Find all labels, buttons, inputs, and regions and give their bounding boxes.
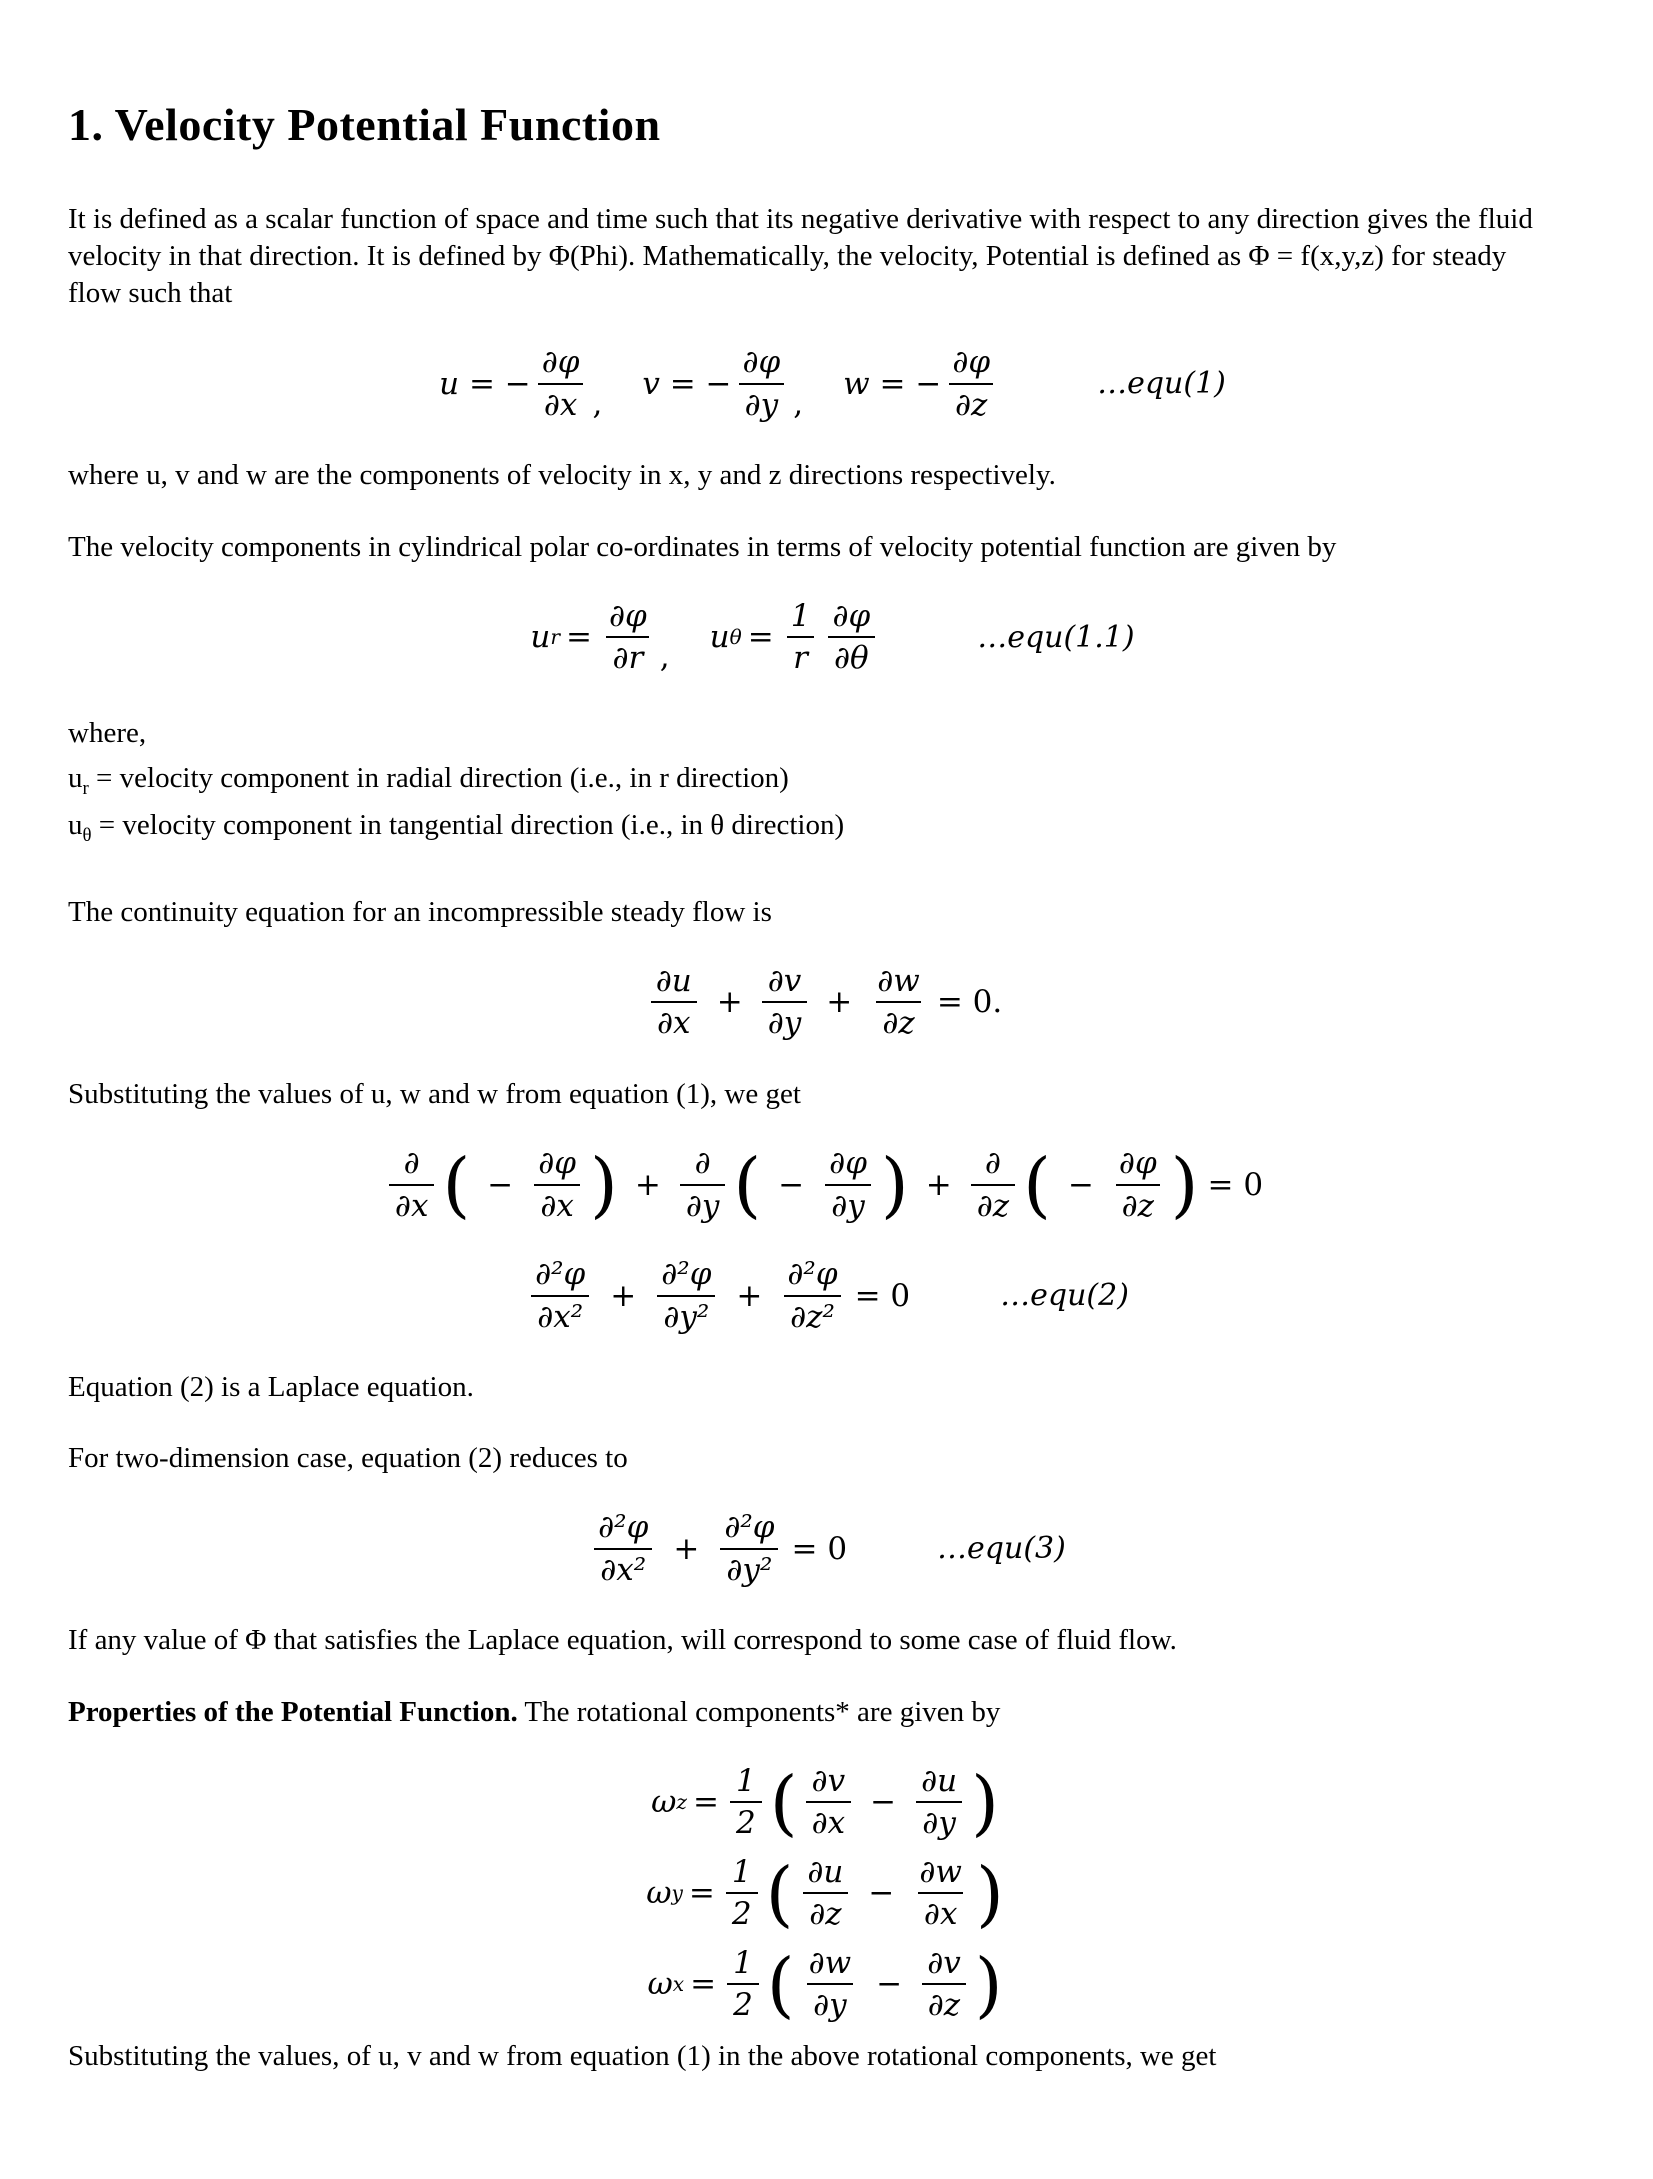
- math-fraction: [781, 1258, 843, 1333]
- definitions-block: [68, 711, 1585, 850]
- left-paren: (: [765, 1851, 794, 1935]
- fraction-numerator: ∂²φ: [661, 1256, 712, 1293]
- equation-2: [68, 1258, 1585, 1333]
- math-fraction: [1113, 1144, 1163, 1224]
- fraction-denominator: ∂y²: [720, 1548, 778, 1587]
- fraction-numerator: ∂u: [655, 962, 692, 999]
- fraction-denominator: ∂θ: [828, 636, 875, 675]
- minus-sign: −: [876, 1966, 903, 2003]
- equals-sign: =: [693, 1784, 719, 1821]
- plus-sign: +: [925, 1166, 952, 1203]
- minus-sign: −: [778, 1166, 805, 1203]
- fraction-numerator: 1: [733, 1944, 753, 1981]
- math-fraction: [650, 962, 698, 1042]
- fraction-denominator: ∂x²: [531, 1295, 589, 1334]
- right-paren: ): [974, 1942, 1003, 2026]
- fraction-denominator: ∂y: [825, 1184, 871, 1223]
- equation-label: …equ(3): [937, 1531, 1066, 1567]
- equals-zero: = 0: [791, 1530, 848, 1567]
- math-fraction: [785, 597, 817, 677]
- plus-sign: +: [634, 1166, 661, 1203]
- left-paren: (: [766, 1942, 795, 2026]
- math-fraction: [762, 962, 808, 1042]
- fraction-denominator: ∂z: [1116, 1184, 1160, 1223]
- math-subscript: z: [676, 1790, 687, 1815]
- left-paren: (: [769, 1760, 798, 1844]
- fraction-denominator: r: [787, 636, 814, 675]
- fraction-numerator: ∂w: [877, 962, 920, 999]
- fraction-numerator: ∂²φ: [598, 1509, 649, 1546]
- equals-sign: =: [566, 619, 592, 656]
- math-fraction: [389, 1144, 435, 1224]
- fraction-numerator: 1: [731, 1853, 752, 1890]
- symbol-utheta-subscript: θ: [82, 824, 92, 846]
- math-fraction: [536, 346, 586, 421]
- plus-sign: +: [673, 1530, 700, 1567]
- fraction-denominator: ∂y: [762, 1001, 808, 1040]
- math-fraction: [737, 346, 787, 421]
- definition-ur: [68, 756, 1585, 803]
- equation-label: …equ(1.1): [977, 619, 1135, 655]
- right-paren: ): [1170, 1143, 1199, 1227]
- fraction-denominator: ∂y: [680, 1184, 726, 1223]
- math-fraction: [730, 1762, 762, 1842]
- math-fraction: [946, 346, 996, 421]
- fraction-numerator: ∂w: [919, 1853, 962, 1890]
- equation-label: …equ(2): [1000, 1278, 1129, 1314]
- fraction-numerator: 1: [790, 597, 811, 634]
- right-paren: ): [590, 1143, 618, 1227]
- minus-sign: −: [1067, 1166, 1094, 1203]
- math-fraction: [718, 1511, 780, 1586]
- equation-omega-y: [68, 1851, 1585, 1935]
- math-symbol: u: [709, 619, 730, 656]
- math-fraction: [806, 1762, 852, 1842]
- math-term: [642, 346, 819, 421]
- math-comma: ,: [793, 385, 804, 422]
- paragraph-two-dim: For two-dimension case, equation (2) reduces to: [68, 1442, 628, 1475]
- plus-sign: +: [826, 984, 853, 1021]
- fraction-denominator: ∂x: [538, 383, 584, 422]
- math-term: [843, 346, 1001, 421]
- equals-sign: =: [688, 1875, 715, 1912]
- fraction-denominator: 2: [730, 1801, 762, 1840]
- fraction-numerator: ∂w: [808, 1944, 852, 1981]
- fraction-numerator: ∂φ: [1118, 1144, 1157, 1181]
- equals-zero: = 0: [1207, 1166, 1264, 1203]
- math-symbol: u: [530, 619, 551, 656]
- symbol-ur-subscript: r: [82, 777, 89, 799]
- fraction-numerator: ∂φ: [832, 597, 871, 634]
- paragraph-continuity-intro: The continuity equation for an incompressible steady flow is: [68, 895, 772, 928]
- math-term: [439, 346, 618, 421]
- equation-1: [68, 346, 1585, 421]
- fraction-denominator: ∂y²: [657, 1295, 715, 1334]
- fraction-numerator: ∂φ: [829, 1144, 867, 1181]
- fraction-denominator: 2: [727, 1983, 759, 2022]
- fraction-numerator: ∂φ: [541, 344, 580, 381]
- right-paren: ): [975, 1851, 1004, 1935]
- equation-expanded: [68, 1143, 1585, 1227]
- fraction-denominator: ∂z: [922, 1983, 966, 2022]
- paragraph-phi-note: If any value of Φ that satisfies the Laplace equation, will correspond to some case of fluid flow.: [68, 1624, 1177, 1657]
- right-paren: ): [880, 1143, 909, 1227]
- math-symbol: u = −: [439, 365, 531, 402]
- math-fraction: [532, 1144, 582, 1224]
- left-paren: (: [1023, 1143, 1051, 1227]
- fraction-denominator: ∂y: [739, 383, 785, 422]
- plus-sign: +: [736, 1277, 763, 1314]
- math-comma: ,: [592, 385, 603, 422]
- equals-sign: =: [747, 619, 774, 656]
- equals-zero: = 0.: [936, 984, 1003, 1021]
- fraction-denominator: ∂z: [803, 1892, 847, 1931]
- fraction-numerator: ∂²φ: [787, 1256, 838, 1293]
- math-fraction: [826, 597, 876, 677]
- math-symbol: ω: [646, 1875, 672, 1912]
- symbol-utheta: u: [68, 808, 83, 841]
- equation-omega-x: [68, 1942, 1585, 2026]
- fraction-numerator: ∂φ: [609, 597, 647, 634]
- paragraph-where-uvw: where u, v and w are the components of velocity in x, y and z directions respectively.: [68, 459, 1056, 492]
- math-term: [709, 597, 882, 677]
- minus-sign: −: [868, 1875, 895, 1912]
- math-fraction: [823, 1144, 873, 1224]
- paragraph-cylindrical: The velocity components in cylindrical polar co-ordinates in terms of velocity potential function are given by: [68, 530, 1337, 563]
- equation-1-1: [68, 597, 1585, 677]
- math-subscript: r: [550, 625, 561, 650]
- symbol-ur: u: [68, 761, 83, 794]
- fraction-numerator: ∂v: [811, 1762, 846, 1799]
- definition-ur-text: = velocity component in radial direction (i.e., in r direction): [88, 761, 789, 794]
- fraction-numerator: ∂²φ: [724, 1509, 775, 1546]
- equals-sign: =: [690, 1966, 717, 2003]
- fraction-denominator: ∂x: [806, 1801, 852, 1840]
- fraction-denominator: ∂x: [534, 1184, 580, 1223]
- math-fraction: [592, 1511, 654, 1586]
- math-fraction: [603, 597, 653, 677]
- fraction-numerator: ∂²φ: [535, 1256, 586, 1293]
- equals-zero: = 0: [854, 1277, 911, 1314]
- math-fraction: [803, 1944, 858, 2024]
- fraction-denominator: ∂z: [949, 383, 993, 422]
- fraction-denominator: ∂z: [971, 1184, 1015, 1223]
- page-title: 1. Velocity Potential Function: [68, 99, 661, 150]
- math-fraction: [921, 1944, 967, 2024]
- plus-sign: +: [716, 984, 743, 1021]
- fraction-denominator: ∂x: [651, 1001, 697, 1040]
- math-fraction: [871, 962, 926, 1042]
- paragraph-properties: [68, 1694, 1538, 1731]
- left-paren: (: [442, 1143, 471, 1227]
- fraction-denominator: ∂r: [606, 636, 649, 675]
- fraction-denominator: ∂z: [876, 1001, 920, 1040]
- fraction-denominator: ∂x: [918, 1892, 964, 1931]
- math-fraction: [655, 1258, 717, 1333]
- definition-utheta: [68, 803, 1585, 850]
- math-symbol: v = −: [642, 365, 732, 402]
- math-fraction: [727, 1944, 759, 2024]
- paragraph-laplace-note: Equation (2) is a Laplace equation.: [68, 1371, 474, 1404]
- plus-sign: +: [610, 1277, 637, 1314]
- math-term: [530, 597, 685, 677]
- math-fraction: [726, 1853, 758, 1933]
- properties-heading: Properties of the Potential Function.: [68, 1695, 518, 1728]
- where-label: where,: [68, 716, 147, 749]
- fraction-denominator: 2: [726, 1892, 758, 1931]
- math-comma: ,: [659, 639, 670, 676]
- fraction-numerator: ∂u: [921, 1762, 958, 1799]
- fraction-numerator: ∂φ: [952, 344, 991, 381]
- math-fraction: [915, 1762, 963, 1842]
- math-fraction: [971, 1144, 1015, 1224]
- definition-utheta-text: = velocity component in tangential direction (i.e., in θ direction): [91, 808, 845, 841]
- equation-3: [68, 1511, 1585, 1586]
- math-symbol: w = −: [843, 365, 942, 402]
- math-subscript: y: [671, 1881, 683, 1906]
- fraction-numerator: ∂v: [767, 962, 802, 999]
- minus-sign: −: [487, 1166, 514, 1203]
- paragraph-substitute-2: Substituting the values, of u, v and w from equation (1) in the above rotational components, we get: [68, 2039, 1217, 2072]
- math-fraction: [913, 1853, 968, 1933]
- fraction-numerator: ∂φ: [742, 344, 781, 381]
- fraction-denominator: ∂x: [389, 1184, 435, 1223]
- fraction-denominator: ∂y: [916, 1801, 962, 1840]
- right-paren: ): [971, 1760, 999, 1844]
- math-fraction: [801, 1853, 849, 1933]
- fraction-numerator: ∂u: [807, 1853, 844, 1890]
- math-fraction: [680, 1144, 726, 1224]
- math-symbol: ω: [647, 1966, 673, 2003]
- paragraph-substitute-1: Substituting the values of u, w and w from equation (1), we get: [68, 1077, 801, 1110]
- fraction-denominator: ∂y: [807, 1983, 853, 2022]
- minus-sign: −: [870, 1784, 897, 1821]
- fraction-numerator: ∂: [403, 1144, 420, 1181]
- math-subscript: x: [672, 1972, 685, 1997]
- math-subscript: θ: [729, 625, 742, 650]
- math-symbol: ω: [651, 1784, 677, 1821]
- fraction-denominator: ∂x²: [594, 1548, 652, 1587]
- equation-omega-z: [68, 1760, 1585, 1844]
- math-fraction: [529, 1258, 591, 1333]
- equation-label: …equ(1): [1097, 366, 1226, 402]
- properties-text: The rotational components* are given by: [517, 1695, 1001, 1728]
- fraction-numerator: ∂v: [927, 1944, 961, 1981]
- fraction-denominator: ∂z²: [784, 1295, 841, 1334]
- equation-continuity: [68, 962, 1585, 1042]
- left-paren: (: [733, 1143, 762, 1227]
- fraction-numerator: 1: [735, 1762, 756, 1799]
- paragraph-intro: It is defined as a scalar function of space and time such that its negative derivative with respect to any direction gives the fluid velocity in that direction. It is defined by Φ(Phi). Mathematically, the velocity, Potential is defined as Φ = f(x,y,z) for steady flow such that: [68, 203, 1533, 310]
- fraction-numerator: ∂: [984, 1144, 1001, 1181]
- fraction-numerator: ∂φ: [538, 1144, 576, 1181]
- fraction-numerator: ∂: [694, 1144, 711, 1181]
